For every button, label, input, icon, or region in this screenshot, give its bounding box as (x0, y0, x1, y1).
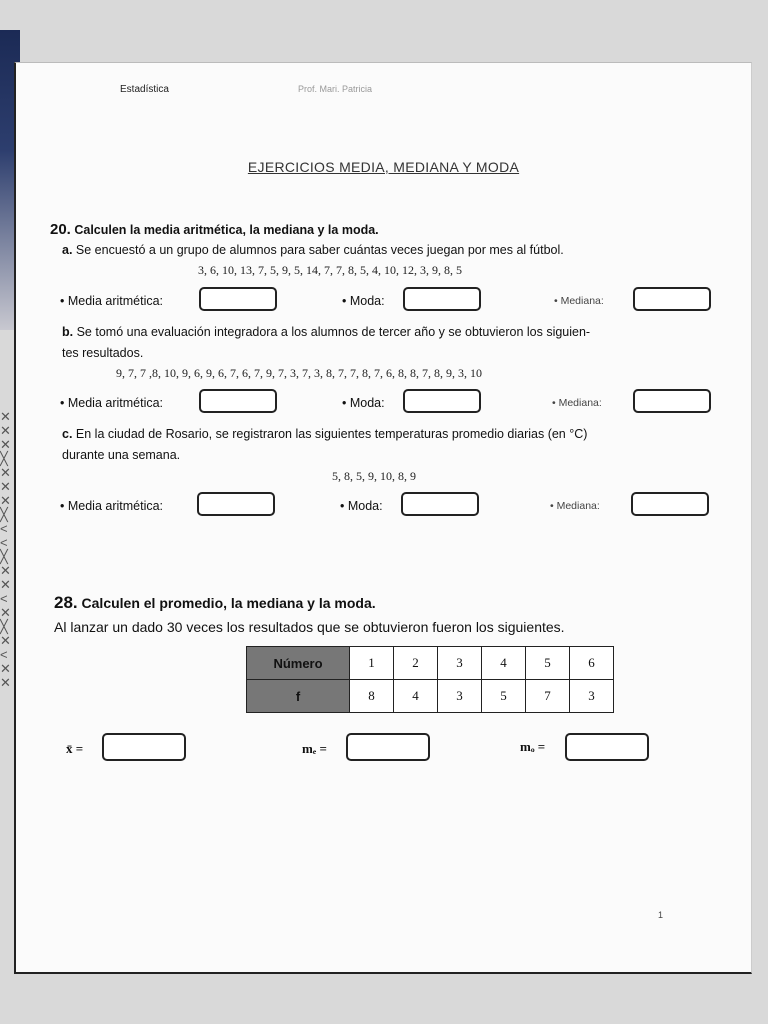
item-a-statement: Se encuestó a un grupo de alumnos para saber cuántas veces juegan por mes al fútbol. (75, 243, 564, 257)
mean-label: • Media aritmética: (60, 499, 164, 513)
dice-frequency-table (246, 646, 614, 713)
median-answer-box-28[interactable] (346, 733, 430, 761)
item-a-text (62, 243, 564, 257)
item-c-text (62, 427, 587, 441)
item-c-letter: c. (62, 427, 73, 441)
page-number: 1 (657, 910, 663, 920)
mode-label: • Moda: (342, 294, 385, 308)
item-b-answers (16, 389, 751, 419)
mode-answer-box-c[interactable] (401, 492, 479, 516)
item-b-statement: Se tomó una evaluación integradora a los alumnos de tercer año y se obtuvieron los siguien- (76, 325, 591, 339)
item-b-text (62, 325, 590, 339)
table-cell: 3 (570, 680, 614, 713)
table-cell: 5 (482, 680, 526, 713)
exercise-28-description: Al lanzar un dado 30 veces los resultados que se obtuvieron fueron los siguientes. (54, 619, 565, 635)
mean-label: • Media aritmética: (60, 396, 164, 410)
median-label: • Mediana: (550, 500, 600, 512)
median-answer-box-b[interactable] (633, 389, 711, 413)
median-answer-box-a[interactable] (633, 287, 711, 311)
mode-label: • Moda: (342, 396, 385, 410)
item-b-letter: b. (62, 325, 74, 339)
table-header-numero: Número (247, 647, 350, 680)
table-cell: 8 (350, 680, 394, 713)
mode-answer-box-28[interactable] (565, 733, 649, 761)
median-label: • Mediana: (554, 295, 604, 307)
item-a-letter: a. (62, 243, 73, 257)
table-header-frequency: f (247, 680, 350, 713)
mode-label: • Moda: (340, 499, 383, 513)
subject-header: Estadística (120, 84, 169, 95)
table-cell: 5 (526, 647, 570, 680)
median-label: • Mediana: (552, 397, 602, 409)
item-a-data: 3, 6, 10, 13, 7, 5, 9, 5, 14, 7, 7, 8, 5, 4, 10, 12, 3, 9, 8, 5 (198, 263, 462, 277)
exercise-20-text: Calculen la media aritmética, la mediana y la moda. (74, 223, 379, 237)
median-answer-box-c[interactable] (631, 492, 709, 516)
exercise-28-answers (16, 733, 751, 767)
exercise-20-statement (50, 221, 379, 238)
page-title: EJERCICIOS MEDIA, MEDIANA Y MODA (247, 159, 520, 175)
item-b-data: 9, 7, 7 ,8, 10, 9, 6, 9, 6, 7, 6, 7, 9, 7, 3, 7, 3, 8, 7, 7, 8, 7, 6, 8, 8, 7, 8, 9, 3, 10 (116, 366, 482, 380)
table-cell: 4 (394, 680, 438, 713)
item-c-text-cont: durante una semana. (62, 448, 181, 462)
worksheet-page (14, 62, 752, 974)
mode-answer-box-a[interactable] (403, 287, 481, 311)
table-cell: 3 (438, 647, 482, 680)
mean-answer-box-a[interactable] (199, 287, 277, 311)
exercise-28-text: Calculen el promedio, la mediana y la moda. (81, 595, 376, 611)
mean-answer-box-28[interactable] (102, 733, 186, 761)
exercise-28-number: 28. (54, 593, 78, 612)
median-symbol-label: mₑ = (302, 741, 327, 756)
table-cell: 3 (438, 680, 482, 713)
teacher-header: Prof. Mari. Patricia (298, 84, 373, 94)
mode-symbol-label: mₒ = (520, 739, 546, 754)
item-a-answers (16, 287, 751, 317)
table-cell: 4 (482, 647, 526, 680)
mean-label: • Media aritmética: (60, 294, 164, 308)
table-cell: 6 (570, 647, 614, 680)
item-c-answers (16, 492, 751, 522)
table-cell: 2 (394, 647, 438, 680)
mode-answer-box-b[interactable] (403, 389, 481, 413)
mean-answer-box-b[interactable] (199, 389, 277, 413)
item-b-text-cont: tes resultados. (62, 346, 144, 360)
margin-marks: ✕ ✕ ✕ ╳ ✕ ✕ ✕ ╳ < < ╳ ✕ ✕ < ✕ ╳ ✕ < ✕ ✕ (0, 410, 11, 690)
table-row (247, 647, 614, 680)
table-cell: 1 (350, 647, 394, 680)
mean-symbol-label: x̄ = (66, 741, 84, 756)
table-cell: 7 (526, 680, 570, 713)
table-row (247, 680, 614, 713)
item-c-statement: En la ciudad de Rosario, se registraron las siguientes temperaturas promedio diarias (en °C) (75, 427, 588, 441)
mean-answer-box-c[interactable] (197, 492, 275, 516)
exercise-28-statement (54, 593, 376, 613)
exercise-20-number: 20. (50, 221, 71, 238)
item-c-data: 5, 8, 5, 9, 10, 8, 9 (332, 469, 416, 483)
